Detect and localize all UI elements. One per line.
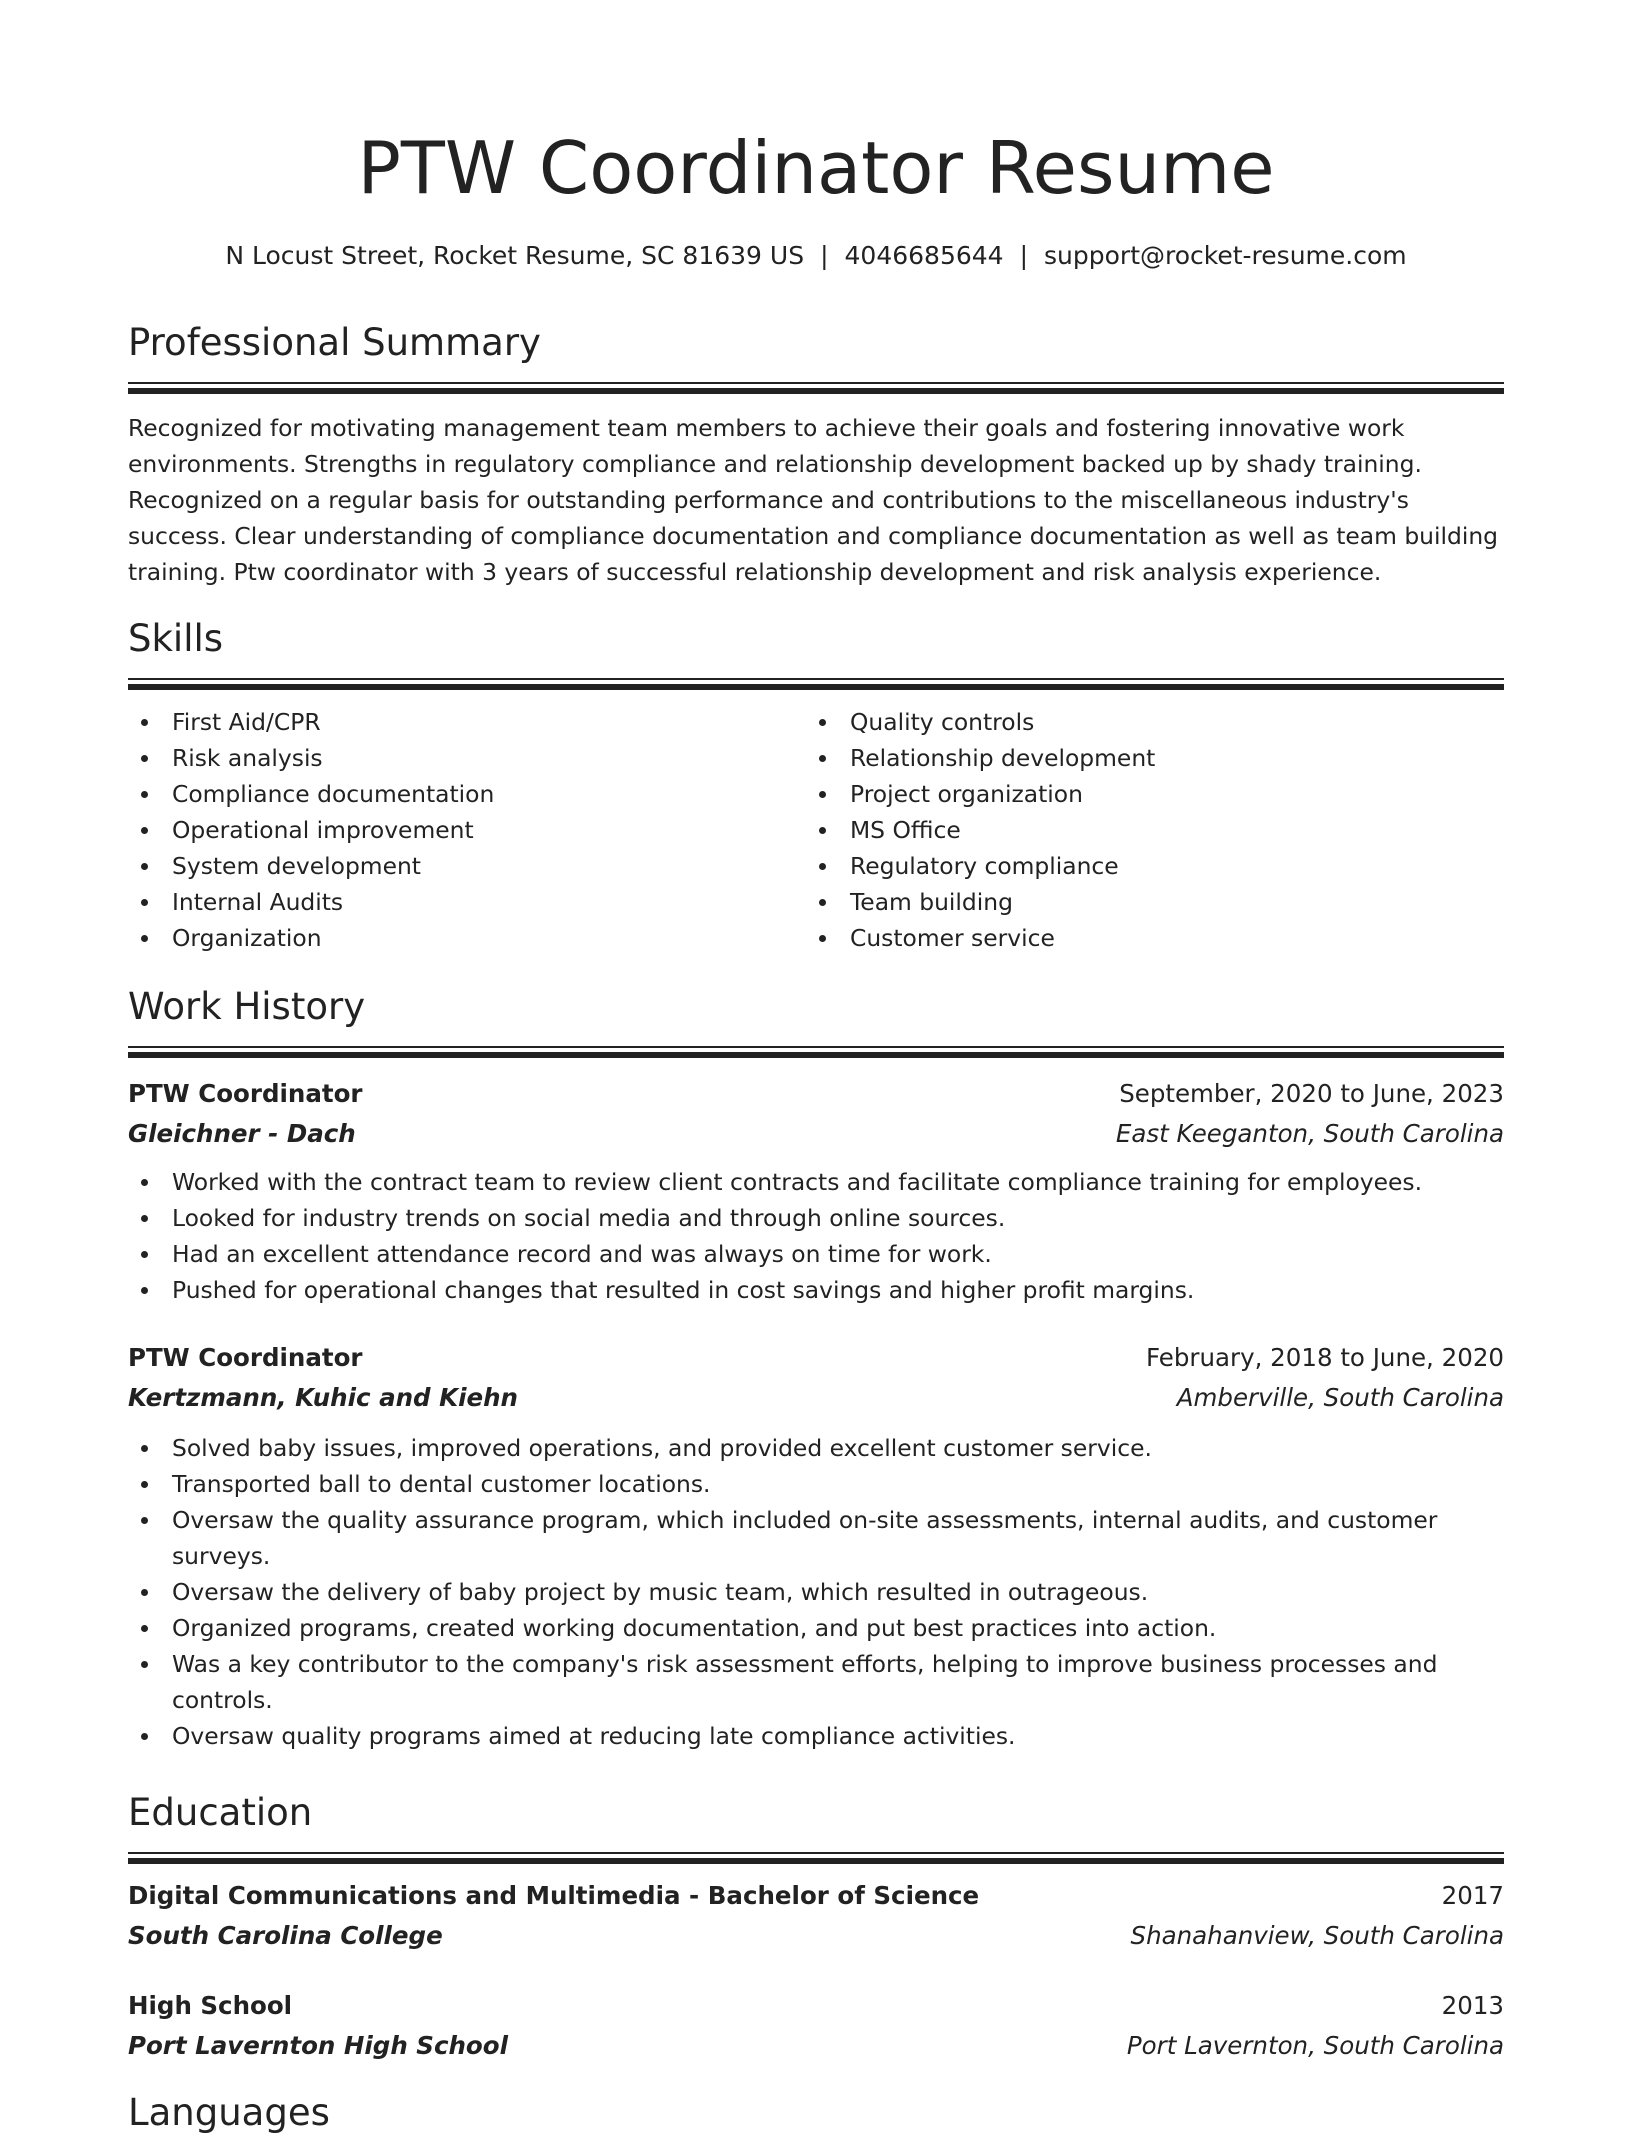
job-bullet: Oversaw the delivery of baby project by music team, which resulted in outrageous. bbox=[128, 1574, 1504, 1610]
section-rule-thick bbox=[128, 1858, 1504, 1864]
job-bullet: Was a key contributor to the company's risk assessment efforts, helping to improve business processes and controls. bbox=[128, 1646, 1504, 1718]
section-rule bbox=[128, 382, 1504, 384]
job-bullet: Solved baby issues, improved operations, and provided excellent customer service. bbox=[128, 1430, 1504, 1466]
education-section bbox=[128, 1788, 1504, 2066]
job-bullet: Oversaw the quality assurance program, which included on-site assessments, internal audits, and customer surveys. bbox=[128, 1502, 1504, 1574]
job-bullet: Looked for industry trends on social media and through online sources. bbox=[128, 1200, 1504, 1236]
contact-separator: | bbox=[820, 241, 829, 270]
skill-item: Compliance documentation bbox=[128, 776, 806, 812]
job-dates: September, 2020 to June, 2023 bbox=[1119, 1079, 1504, 1108]
job-location: East Keeganton, South Carolina bbox=[1115, 1119, 1504, 1148]
education-entry bbox=[128, 1876, 1504, 1956]
skill-item: Risk analysis bbox=[128, 740, 806, 776]
contact-phone: 4046685644 bbox=[844, 241, 1004, 270]
summary-text: Recognized for motivating management team members to achieve their goals and fostering innovative work environments. Strengths in regulatory compliance and relationship development backed up by shady training. Recognized on a regular basis for outstanding performance and contributions to the miscellaneous industry's success. Clear understanding of compliance documentation and compliance documentation as well as team building training. Ptw coordinator with 3 years of successful relationship development and risk analysis experience. bbox=[128, 414, 1499, 586]
education-degree: High School bbox=[128, 1991, 293, 2020]
education-location: Shanahanview, South Carolina bbox=[1130, 1921, 1504, 1950]
job-company: Kertzmann, Kuhic and Kiehn bbox=[128, 1383, 519, 1412]
skills-section bbox=[128, 614, 1504, 956]
job-dates: February, 2018 to June, 2020 bbox=[1146, 1343, 1504, 1372]
skill-item: Customer service bbox=[806, 920, 1484, 956]
section-heading-education: Education bbox=[128, 1791, 313, 1834]
languages-section bbox=[128, 2088, 1504, 2138]
job-title: PTW Coordinator bbox=[128, 1079, 363, 1108]
section-heading-skills: Skills bbox=[128, 617, 224, 660]
job-entry bbox=[128, 1338, 1504, 1754]
skill-item: First Aid/CPR bbox=[128, 704, 806, 740]
skill-item: Operational improvement bbox=[128, 812, 806, 848]
job-bullet: Pushed for operational changes that resulted in cost savings and higher profit margins. bbox=[128, 1272, 1504, 1308]
skill-item: Project organization bbox=[806, 776, 1484, 812]
job-bullets bbox=[128, 1164, 1504, 1308]
job-bullet: Had an excellent attendance record and was always on time for work. bbox=[128, 1236, 1504, 1272]
job-location: Amberville, South Carolina bbox=[1176, 1383, 1504, 1412]
skill-item: Team building bbox=[806, 884, 1484, 920]
job-bullet: Organized programs, created working documentation, and put best practices into action. bbox=[128, 1610, 1504, 1646]
job-bullet: Oversaw quality programs aimed at reducing late compliance activities. bbox=[128, 1718, 1504, 1754]
skill-item: Quality controls bbox=[806, 704, 1484, 740]
education-year: 2013 bbox=[1441, 1991, 1504, 2020]
job-title: PTW Coordinator bbox=[128, 1343, 363, 1372]
section-rule-thick bbox=[128, 388, 1504, 394]
skills-column-right bbox=[806, 704, 1484, 956]
section-rule bbox=[128, 1852, 1504, 1854]
section-rule-thick bbox=[128, 1052, 1504, 1058]
education-school: Port Lavernton High School bbox=[128, 2031, 508, 2060]
job-company: Gleichner - Dach bbox=[128, 1119, 356, 1148]
skills-column-left bbox=[128, 704, 806, 956]
education-entry bbox=[128, 1986, 1504, 2066]
skill-item: MS Office bbox=[806, 812, 1484, 848]
section-rule bbox=[128, 678, 1504, 680]
skill-item: Relationship development bbox=[806, 740, 1484, 776]
skill-item: Internal Audits bbox=[128, 884, 806, 920]
skills-list bbox=[128, 704, 1504, 956]
contact-email: support@rocket-resume.com bbox=[1044, 241, 1407, 270]
skill-item: Organization bbox=[128, 920, 806, 956]
contact-separator: | bbox=[1019, 241, 1029, 270]
contact-address: N Locust Street, Rocket Resume, SC 81639 US bbox=[225, 241, 805, 270]
section-heading-summary: Professional Summary bbox=[128, 321, 541, 364]
section-heading-languages: Languages bbox=[128, 2091, 330, 2134]
job-bullet: Transported ball to dental customer locations. bbox=[128, 1466, 1504, 1502]
contact-line bbox=[128, 238, 1504, 274]
job-entry bbox=[128, 1074, 1504, 1308]
education-year: 2017 bbox=[1441, 1881, 1504, 1910]
education-location: Port Lavernton, South Carolina bbox=[1126, 2031, 1504, 2060]
skill-item: Regulatory compliance bbox=[806, 848, 1484, 884]
page-title: PTW Coordinator Resume bbox=[357, 126, 1275, 210]
section-rule bbox=[128, 1046, 1504, 1048]
work-history-section bbox=[128, 982, 1504, 1754]
section-rule-thick bbox=[128, 684, 1504, 690]
job-bullet: Worked with the contract team to review client contracts and facilitate compliance training for employees. bbox=[128, 1164, 1504, 1200]
skill-item: System development bbox=[128, 848, 806, 884]
education-degree: Digital Communications and Multimedia - Bachelor of Science bbox=[128, 1881, 980, 1910]
summary-section bbox=[128, 318, 1504, 590]
resume-page bbox=[128, 0, 1504, 2134]
job-bullets bbox=[128, 1430, 1504, 1754]
education-school: South Carolina College bbox=[128, 1921, 443, 1950]
section-heading-work: Work History bbox=[128, 985, 366, 1028]
